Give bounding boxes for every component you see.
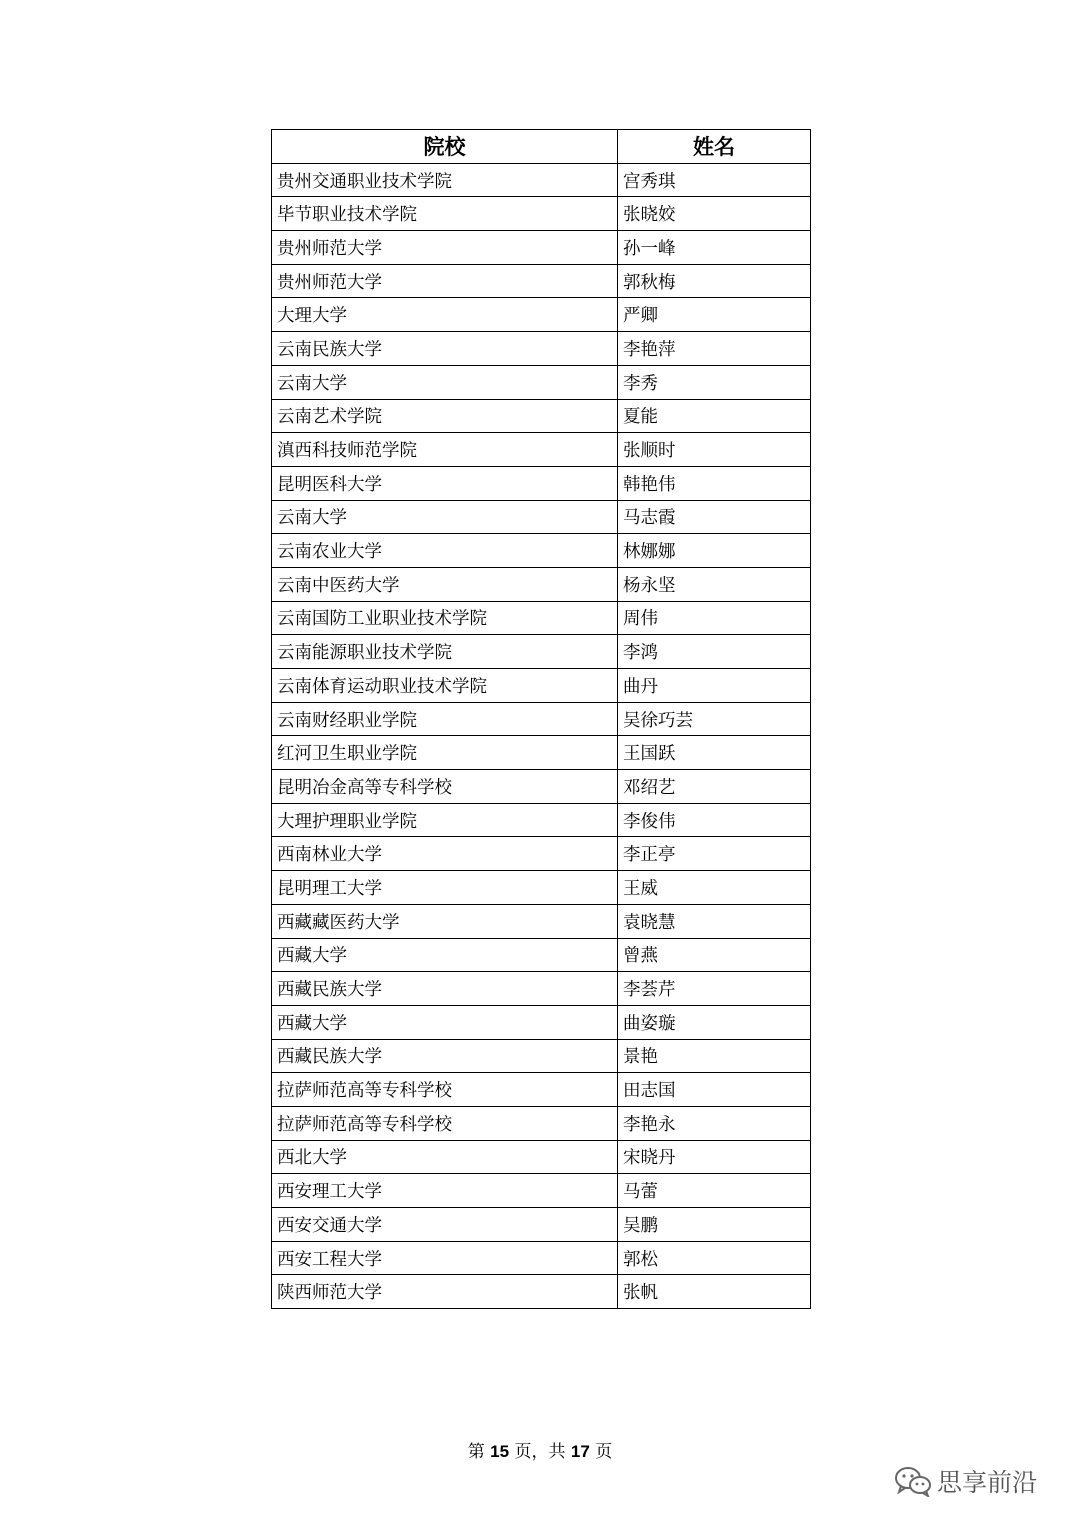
cell-name: 宋晓丹	[618, 1140, 811, 1174]
page-footer	[0, 1437, 1080, 1462]
table-row	[272, 466, 811, 500]
footer-middle: 页，共	[509, 1442, 571, 1462]
cell-name: 孙一峰	[618, 231, 811, 265]
table-row	[272, 231, 811, 265]
cell-name: 曲丹	[618, 669, 811, 703]
cell-name: 李艳永	[618, 1106, 811, 1140]
table-row	[272, 972, 811, 1006]
cell-school: 贵州交通职业技术学院	[272, 163, 618, 197]
watermark	[893, 1463, 1037, 1499]
table-row	[272, 1106, 811, 1140]
cell-name: 王威	[618, 871, 811, 905]
cell-name: 李艳萍	[618, 332, 811, 366]
table-row	[272, 264, 811, 298]
footer-suffix: 页	[589, 1442, 613, 1462]
cell-school: 云南大学	[272, 500, 618, 534]
cell-school: 西藏民族大学	[272, 1039, 618, 1073]
watermark-text: 思享前沿	[937, 1468, 1038, 1497]
cell-school: 西藏民族大学	[272, 972, 618, 1006]
table-row	[272, 1005, 811, 1039]
cell-school: 毕节职业技术学院	[272, 197, 618, 231]
cell-school: 拉萨师范高等专科学校	[272, 1073, 618, 1107]
wechat-icon	[893, 1465, 933, 1497]
table-row	[272, 399, 811, 433]
cell-name: 王国跃	[618, 736, 811, 770]
cell-school: 云南国防工业职业技术学院	[272, 601, 618, 635]
cell-name: 周伟	[618, 601, 811, 635]
cell-name: 马志霞	[618, 500, 811, 534]
cell-school: 云南能源职业技术学院	[272, 635, 618, 669]
table-row	[272, 669, 811, 703]
cell-school: 昆明理工大学	[272, 871, 618, 905]
footer-prefix: 第	[467, 1442, 491, 1462]
cell-name: 吴鹏	[618, 1208, 811, 1242]
table-row	[272, 163, 811, 197]
table-row	[272, 500, 811, 534]
cell-name: 夏能	[618, 399, 811, 433]
cell-name: 张顺时	[618, 433, 811, 467]
cell-school: 西南林业大学	[272, 837, 618, 871]
cell-name: 张帆	[618, 1275, 811, 1309]
cell-name: 郭松	[618, 1241, 811, 1275]
table-row	[272, 871, 811, 905]
cell-school: 云南艺术学院	[272, 399, 618, 433]
cell-name: 李秀	[618, 365, 811, 399]
cell-school: 西藏大学	[272, 938, 618, 972]
cell-school: 西藏藏医药大学	[272, 904, 618, 938]
cell-school: 陕西师范大学	[272, 1275, 618, 1309]
cell-name: 严卿	[618, 298, 811, 332]
table-row	[272, 1208, 811, 1242]
cell-name: 曾燕	[618, 938, 811, 972]
cell-name: 张晓姣	[618, 197, 811, 231]
table-row	[272, 1140, 811, 1174]
table-row	[272, 433, 811, 467]
cell-school: 西藏大学	[272, 1005, 618, 1039]
cell-school: 云南中医药大学	[272, 567, 618, 601]
cell-school: 西安交通大学	[272, 1208, 618, 1242]
cell-school: 昆明冶金高等专科学校	[272, 770, 618, 804]
table-row	[272, 904, 811, 938]
table-row	[272, 736, 811, 770]
total-pages-number: 17	[570, 1442, 590, 1461]
cell-name: 杨永坚	[618, 567, 811, 601]
cell-school: 滇西科技师范学院	[272, 433, 618, 467]
cell-name: 邓绍艺	[618, 770, 811, 804]
table-header-row	[272, 130, 811, 164]
table-row	[272, 1039, 811, 1073]
table-row	[272, 332, 811, 366]
cell-school: 拉萨师范高等专科学校	[272, 1106, 618, 1140]
cell-name: 田志国	[618, 1073, 811, 1107]
cell-school: 云南民族大学	[272, 332, 618, 366]
table-row	[272, 601, 811, 635]
table-row	[272, 298, 811, 332]
cell-name: 袁晓慧	[618, 904, 811, 938]
table-row	[272, 803, 811, 837]
table-row	[272, 534, 811, 568]
table-row	[272, 938, 811, 972]
table-row	[272, 567, 811, 601]
cell-school: 西北大学	[272, 1140, 618, 1174]
cell-school: 大理大学	[272, 298, 618, 332]
cell-school: 云南农业大学	[272, 534, 618, 568]
cell-school: 西安工程大学	[272, 1241, 618, 1275]
cell-name: 李荟芹	[618, 972, 811, 1006]
header-school: 院校	[272, 130, 618, 164]
cell-school: 昆明医科大学	[272, 466, 618, 500]
table-body	[272, 163, 811, 1308]
header-name: 姓名	[618, 130, 811, 164]
table-row	[272, 1275, 811, 1309]
cell-name: 林娜娜	[618, 534, 811, 568]
table-row	[272, 197, 811, 231]
cell-school: 云南体育运动职业技术学院	[272, 669, 618, 703]
cell-school: 贵州师范大学	[272, 231, 618, 265]
cell-school: 红河卫生职业学院	[272, 736, 618, 770]
cell-school: 大理护理职业学院	[272, 803, 618, 837]
cell-name: 李俊伟	[618, 803, 811, 837]
table-row	[272, 1073, 811, 1107]
cell-name: 宫秀琪	[618, 163, 811, 197]
cell-school: 西安理工大学	[272, 1174, 618, 1208]
table-row	[272, 365, 811, 399]
table-row	[272, 770, 811, 804]
table-row	[272, 837, 811, 871]
cell-name: 李正亭	[618, 837, 811, 871]
table-row	[272, 1241, 811, 1275]
cell-name: 郭秋梅	[618, 264, 811, 298]
cell-name: 曲姿璇	[618, 1005, 811, 1039]
cell-school: 云南大学	[272, 365, 618, 399]
table-row	[272, 635, 811, 669]
cell-name: 马蕾	[618, 1174, 811, 1208]
roster-table	[271, 129, 811, 1309]
cell-name: 吴徐巧芸	[618, 702, 811, 736]
current-page-number: 15	[490, 1442, 510, 1461]
cell-school: 贵州师范大学	[272, 264, 618, 298]
table-row	[272, 702, 811, 736]
cell-name: 李鸿	[618, 635, 811, 669]
cell-name: 韩艳伟	[618, 466, 811, 500]
cell-name: 景艳	[618, 1039, 811, 1073]
cell-school: 云南财经职业学院	[272, 702, 618, 736]
table-row	[272, 1174, 811, 1208]
